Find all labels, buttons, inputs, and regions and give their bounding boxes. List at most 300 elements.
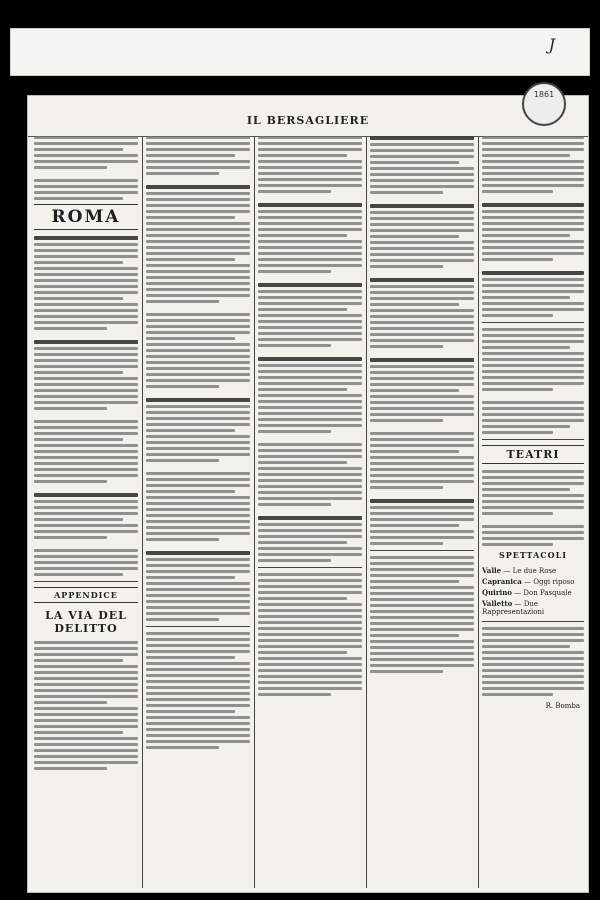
text-line bbox=[146, 325, 250, 328]
text-line bbox=[258, 585, 362, 588]
text-line bbox=[482, 148, 584, 151]
section-divider bbox=[482, 621, 584, 622]
previous-page-signature: J bbox=[548, 35, 555, 54]
text-line bbox=[34, 309, 138, 312]
text-line bbox=[370, 149, 474, 152]
text-line bbox=[258, 633, 362, 636]
text-line bbox=[146, 502, 250, 505]
column-2 bbox=[146, 136, 250, 888]
text-line bbox=[370, 413, 474, 416]
text-line bbox=[34, 677, 138, 680]
text-line bbox=[482, 645, 570, 648]
text-line bbox=[34, 279, 138, 282]
text-line bbox=[258, 516, 362, 520]
text-line bbox=[370, 670, 443, 673]
text-line bbox=[34, 474, 138, 477]
text-line bbox=[258, 597, 347, 600]
text-line bbox=[370, 518, 474, 521]
text-line bbox=[146, 704, 250, 707]
text-line bbox=[258, 270, 331, 273]
text-line bbox=[482, 681, 584, 684]
text-line bbox=[146, 276, 250, 279]
text-line bbox=[258, 136, 362, 139]
text-line bbox=[370, 580, 459, 583]
text-line bbox=[258, 308, 347, 311]
text-line bbox=[258, 621, 362, 624]
paragraph-gap bbox=[258, 509, 362, 516]
text-line bbox=[258, 344, 331, 347]
columns bbox=[32, 136, 584, 888]
appendice-header: APPENDICE bbox=[34, 587, 138, 603]
text-line bbox=[370, 285, 474, 288]
text-line bbox=[370, 407, 474, 410]
section-divider bbox=[482, 439, 584, 440]
text-block bbox=[482, 470, 584, 546]
text-line bbox=[370, 556, 474, 559]
text-line bbox=[482, 210, 584, 213]
text-line bbox=[146, 349, 250, 352]
text-line bbox=[34, 506, 138, 509]
text-line bbox=[370, 253, 474, 256]
text-line bbox=[34, 500, 138, 503]
text-line bbox=[370, 191, 443, 194]
text-line bbox=[370, 568, 474, 571]
text-line bbox=[370, 167, 474, 170]
text-line bbox=[370, 524, 459, 527]
text-line bbox=[258, 461, 347, 464]
text-line bbox=[370, 512, 474, 515]
text-line bbox=[370, 358, 474, 362]
feuilleton-title: LA VIA DEL DELITTO bbox=[45, 609, 127, 635]
listing-item: Capranica — Oggi riposo bbox=[482, 577, 575, 586]
text-line bbox=[34, 743, 138, 746]
text-line bbox=[146, 240, 250, 243]
text-line bbox=[146, 632, 250, 635]
paragraph-gap bbox=[34, 172, 138, 179]
listing-item: Valle — Le due Rose bbox=[482, 566, 557, 575]
text-line bbox=[482, 382, 584, 385]
text-line bbox=[370, 598, 474, 601]
text-line bbox=[482, 687, 584, 690]
text-line bbox=[146, 148, 250, 151]
text-line bbox=[258, 388, 347, 391]
text-line bbox=[34, 426, 138, 429]
text-line bbox=[482, 290, 584, 293]
text-line bbox=[258, 603, 362, 606]
text-line bbox=[34, 456, 138, 459]
text-line bbox=[258, 627, 362, 630]
paragraph-gap bbox=[34, 333, 138, 340]
section-divider bbox=[370, 550, 474, 551]
text-line bbox=[258, 639, 362, 642]
text-line bbox=[146, 526, 250, 529]
text-line bbox=[34, 731, 123, 734]
text-line bbox=[146, 385, 219, 388]
text-line bbox=[146, 746, 219, 749]
section-divider bbox=[146, 626, 250, 627]
previous-page-strip bbox=[10, 28, 590, 76]
text-line bbox=[258, 314, 362, 317]
text-line bbox=[146, 313, 250, 316]
text-line bbox=[146, 551, 250, 555]
text-line bbox=[146, 716, 250, 719]
text-line bbox=[370, 610, 474, 613]
text-line bbox=[146, 538, 219, 541]
text-line bbox=[34, 671, 138, 674]
text-line bbox=[258, 178, 362, 181]
text-line bbox=[482, 506, 584, 509]
text-line bbox=[34, 142, 138, 145]
spettacoli-header: SPETTACOLI bbox=[499, 550, 567, 560]
text-line bbox=[146, 300, 219, 303]
text-line bbox=[34, 321, 138, 324]
column-rule bbox=[478, 136, 479, 888]
text-line bbox=[34, 267, 138, 270]
text-line bbox=[34, 707, 138, 710]
text-line bbox=[370, 530, 474, 533]
text-line bbox=[370, 345, 443, 348]
text-line bbox=[482, 500, 584, 503]
text-line bbox=[258, 497, 362, 500]
text-line bbox=[34, 261, 123, 264]
text-line bbox=[370, 664, 474, 667]
text-line bbox=[34, 480, 107, 483]
text-line bbox=[34, 285, 138, 288]
signature: R. Bomba bbox=[545, 702, 580, 710]
text-line bbox=[482, 482, 584, 485]
text-line bbox=[258, 529, 362, 532]
text-line bbox=[482, 314, 553, 317]
text-line bbox=[370, 432, 474, 435]
text-line bbox=[258, 190, 331, 193]
text-line bbox=[146, 367, 250, 370]
text-line bbox=[370, 628, 474, 631]
text-line bbox=[34, 641, 138, 644]
text-line bbox=[258, 357, 362, 361]
text-line bbox=[258, 252, 362, 255]
text-line bbox=[370, 297, 474, 300]
text-line bbox=[34, 166, 107, 169]
column-5 bbox=[482, 136, 584, 888]
text-line bbox=[370, 211, 474, 214]
text-line bbox=[370, 395, 474, 398]
text-line bbox=[34, 755, 138, 758]
text-line bbox=[146, 270, 250, 273]
text-line bbox=[34, 303, 138, 306]
text-line bbox=[482, 154, 570, 157]
text-line bbox=[146, 423, 250, 426]
text-line bbox=[482, 370, 584, 373]
text-line bbox=[258, 663, 362, 666]
text-line bbox=[370, 377, 474, 380]
text-line bbox=[146, 532, 250, 535]
text-block bbox=[370, 136, 474, 673]
text-line bbox=[146, 656, 235, 659]
text-line bbox=[34, 683, 138, 686]
text-line bbox=[146, 258, 235, 261]
text-line bbox=[34, 377, 138, 380]
text-line bbox=[34, 389, 138, 392]
text-line bbox=[482, 340, 584, 343]
text-line bbox=[34, 136, 138, 139]
text-line bbox=[370, 333, 474, 336]
text-line bbox=[370, 604, 474, 607]
text-line bbox=[370, 278, 474, 282]
text-line bbox=[146, 459, 219, 462]
text-line bbox=[34, 179, 138, 182]
text-line bbox=[146, 496, 250, 499]
text-line bbox=[482, 627, 584, 630]
text-line bbox=[146, 472, 250, 475]
text-line bbox=[258, 657, 362, 660]
text-line bbox=[258, 443, 362, 446]
text-line bbox=[258, 412, 362, 415]
text-line bbox=[34, 493, 138, 497]
text-line bbox=[482, 334, 584, 337]
text-line bbox=[258, 559, 331, 562]
text-line bbox=[258, 645, 362, 648]
paragraph-gap bbox=[370, 351, 474, 358]
text-line bbox=[258, 675, 362, 678]
text-line bbox=[482, 328, 584, 331]
paragraph-gap bbox=[370, 197, 474, 204]
text-line bbox=[146, 216, 235, 219]
text-line bbox=[146, 331, 250, 334]
text-line bbox=[482, 136, 584, 139]
text-line bbox=[370, 303, 459, 306]
text-line bbox=[34, 383, 138, 386]
text-line bbox=[370, 185, 474, 188]
text-line bbox=[146, 606, 250, 609]
text-line bbox=[370, 309, 474, 312]
text-line bbox=[370, 371, 474, 374]
text-line bbox=[482, 407, 584, 410]
text-line bbox=[146, 638, 250, 641]
text-line bbox=[146, 337, 235, 340]
text-line bbox=[370, 652, 474, 655]
text-line bbox=[258, 485, 362, 488]
text-line bbox=[482, 633, 584, 636]
text-line bbox=[146, 692, 250, 695]
text-line bbox=[34, 359, 138, 362]
paragraph-gap bbox=[146, 544, 250, 551]
text-line bbox=[146, 228, 250, 231]
section-roma: ROMA bbox=[34, 204, 138, 230]
text-line bbox=[370, 401, 474, 404]
text-line bbox=[146, 644, 250, 647]
text-line bbox=[370, 161, 459, 164]
text-line bbox=[34, 255, 138, 258]
text-line bbox=[482, 376, 584, 379]
text-line bbox=[146, 379, 250, 382]
text-line bbox=[34, 160, 138, 163]
text-line bbox=[370, 327, 474, 330]
text-line bbox=[146, 570, 250, 573]
text-line bbox=[482, 537, 584, 540]
text-line bbox=[146, 361, 250, 364]
text-line bbox=[146, 154, 235, 157]
text-line bbox=[34, 573, 123, 576]
text-line bbox=[146, 204, 250, 207]
text-line bbox=[146, 612, 250, 615]
text-line bbox=[146, 398, 250, 402]
text-line bbox=[146, 668, 250, 671]
text-line bbox=[146, 294, 250, 297]
text-line bbox=[258, 651, 347, 654]
text-line bbox=[482, 346, 570, 349]
text-line bbox=[34, 444, 138, 447]
text-line bbox=[146, 192, 250, 195]
text-line bbox=[146, 618, 219, 621]
text-line bbox=[258, 320, 362, 323]
text-line bbox=[34, 689, 138, 692]
text-line bbox=[146, 674, 250, 677]
text-line bbox=[258, 400, 362, 403]
text-line bbox=[482, 419, 584, 422]
text-line bbox=[146, 417, 250, 420]
text-line bbox=[146, 172, 219, 175]
text-line bbox=[146, 435, 250, 438]
text-line bbox=[482, 246, 584, 249]
text-line bbox=[258, 681, 362, 684]
text-line bbox=[34, 353, 138, 356]
text-line bbox=[258, 573, 362, 576]
text-line bbox=[34, 555, 138, 558]
paragraph-gap bbox=[34, 486, 138, 493]
text-line bbox=[482, 413, 584, 416]
paragraph-gap bbox=[258, 276, 362, 283]
text-line bbox=[370, 229, 474, 232]
text-line bbox=[482, 308, 584, 311]
text-line bbox=[482, 216, 584, 219]
text-line bbox=[146, 490, 235, 493]
text-line bbox=[482, 172, 584, 175]
text-line bbox=[482, 431, 553, 434]
text-line bbox=[146, 136, 250, 139]
text-line bbox=[258, 687, 362, 690]
text-line bbox=[482, 525, 584, 528]
text-line bbox=[258, 142, 362, 145]
text-line bbox=[370, 536, 474, 539]
paragraph-gap bbox=[258, 196, 362, 203]
text-line bbox=[34, 148, 123, 151]
text-line bbox=[146, 734, 250, 737]
text-block bbox=[34, 236, 138, 576]
text-line bbox=[482, 657, 584, 660]
text-line bbox=[258, 473, 362, 476]
text-line bbox=[146, 662, 250, 665]
newspaper-page bbox=[28, 96, 588, 892]
text-line bbox=[34, 719, 138, 722]
text-line bbox=[258, 160, 362, 163]
text-line bbox=[34, 191, 138, 194]
text-line bbox=[146, 558, 250, 561]
text-line bbox=[146, 411, 250, 414]
listing-item: Quirino — Don Pasquale bbox=[482, 588, 572, 597]
text-line bbox=[482, 278, 584, 281]
text-line bbox=[482, 364, 584, 367]
text-line bbox=[482, 425, 570, 428]
text-line bbox=[482, 258, 553, 261]
text-line bbox=[146, 582, 250, 585]
paragraph-gap bbox=[258, 350, 362, 357]
text-line bbox=[482, 234, 570, 237]
text-line bbox=[370, 658, 474, 661]
text-line bbox=[146, 142, 250, 145]
text-line bbox=[146, 429, 235, 432]
paragraph-gap bbox=[146, 178, 250, 185]
text-line bbox=[370, 438, 474, 441]
text-line bbox=[258, 296, 362, 299]
text-line bbox=[258, 264, 362, 267]
paragraph-gap bbox=[146, 391, 250, 398]
text-line bbox=[258, 455, 362, 458]
text-line bbox=[370, 468, 474, 471]
text-line bbox=[146, 160, 250, 163]
paragraph-gap bbox=[482, 264, 584, 271]
text-line bbox=[258, 332, 362, 335]
text-line bbox=[370, 444, 474, 447]
text-line bbox=[482, 271, 584, 275]
text-line bbox=[146, 686, 250, 689]
text-line bbox=[34, 450, 138, 453]
column-3 bbox=[258, 136, 362, 888]
text-line bbox=[258, 148, 362, 151]
column-1 bbox=[34, 136, 138, 888]
text-line bbox=[34, 291, 138, 294]
text-line bbox=[146, 343, 250, 346]
text-line bbox=[146, 288, 250, 291]
text-block bbox=[146, 136, 250, 749]
text-line bbox=[258, 166, 362, 169]
text-line bbox=[482, 488, 570, 491]
text-line bbox=[146, 373, 250, 376]
text-line bbox=[370, 480, 474, 483]
text-line bbox=[34, 749, 138, 752]
text-line bbox=[146, 355, 250, 358]
text-line bbox=[258, 406, 362, 409]
text-line bbox=[34, 518, 123, 521]
text-line bbox=[370, 622, 474, 625]
text-line bbox=[370, 204, 474, 208]
text-line bbox=[370, 640, 474, 643]
text-line bbox=[34, 432, 138, 435]
text-line bbox=[34, 347, 138, 350]
text-line bbox=[146, 722, 250, 725]
text-line bbox=[482, 302, 584, 305]
paragraph-gap bbox=[258, 436, 362, 443]
text-line bbox=[370, 241, 474, 244]
text-line bbox=[34, 340, 138, 344]
text-line bbox=[258, 228, 362, 231]
text-line bbox=[258, 693, 331, 696]
text-line bbox=[482, 388, 553, 391]
text-line bbox=[482, 512, 553, 515]
text-line bbox=[146, 441, 250, 444]
text-line bbox=[370, 173, 474, 176]
paragraph-gap bbox=[34, 542, 138, 549]
text-line bbox=[34, 725, 138, 728]
text-line bbox=[258, 615, 362, 618]
text-line bbox=[34, 462, 138, 465]
text-block bbox=[34, 136, 138, 200]
text-line bbox=[370, 450, 459, 453]
paragraph-gap bbox=[482, 518, 584, 525]
text-line bbox=[146, 319, 250, 322]
text-line bbox=[370, 315, 474, 318]
text-line bbox=[146, 650, 250, 653]
text-line bbox=[482, 184, 584, 187]
